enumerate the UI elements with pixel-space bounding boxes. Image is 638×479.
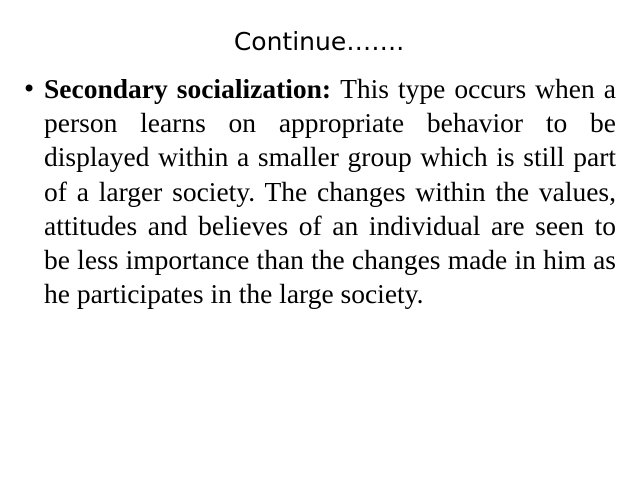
slide-title: Continue…….: [233, 27, 405, 56]
bullet-item: [20, 72, 616, 311]
bullet-icon: •: [22, 75, 37, 103]
bullet-list: [20, 72, 616, 311]
bullet-text: This type occurs when a person learns on appropriate behavior to be displayed within a smaller group which is still part of a larger society. The changes within the values, attitudes and believes of an individual are seen to be less importance than the changes made in him as he participates in the large society.: [44, 73, 616, 310]
bullet-term: Secondary socialization:: [44, 73, 341, 104]
